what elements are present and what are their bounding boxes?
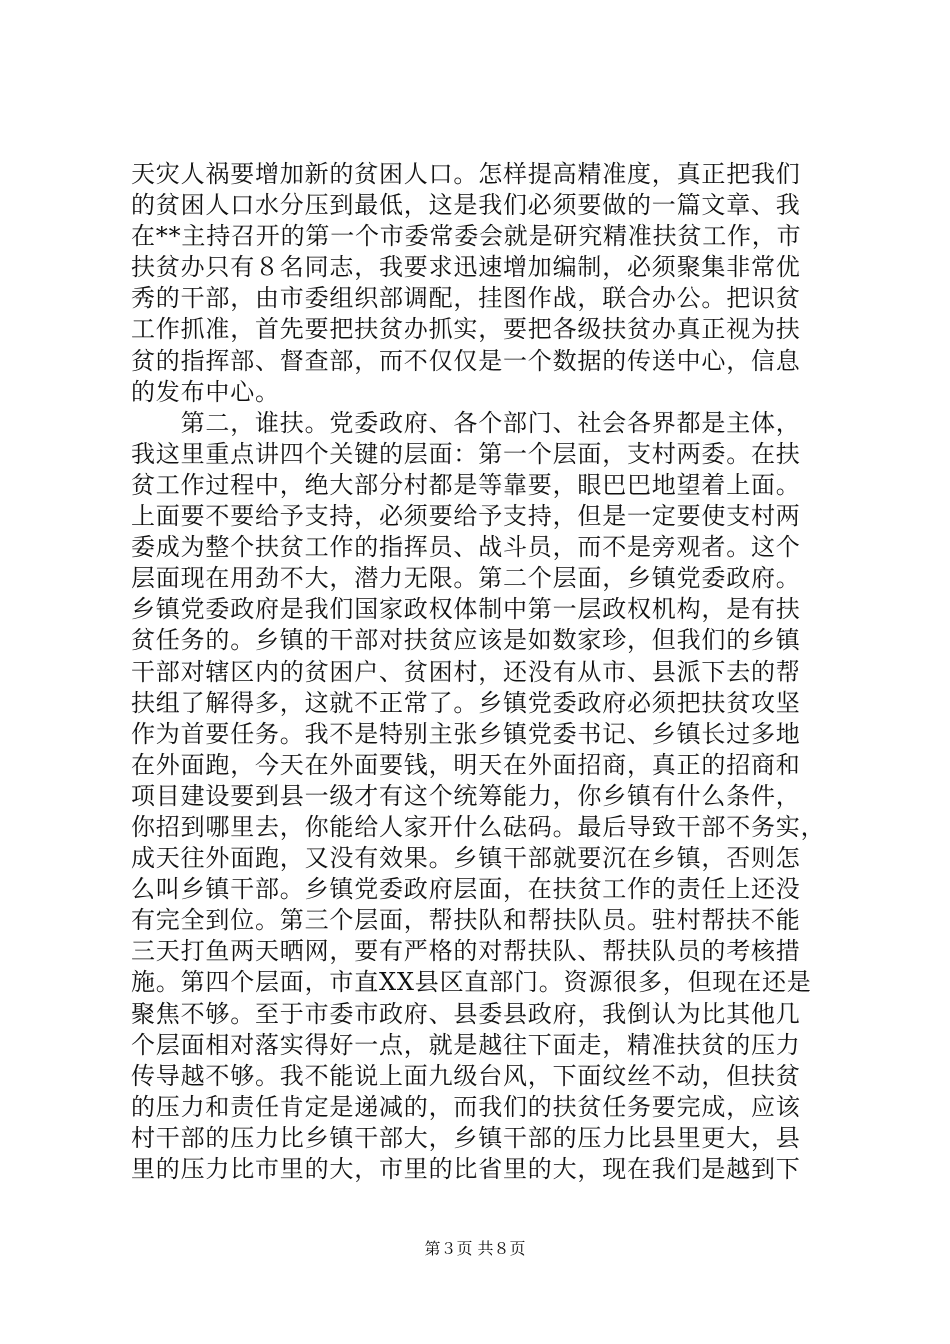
text-line: 在外面跑，今天在外面要钱，明天在外面招商，真正的招商和 [131, 750, 801, 779]
text-line: 扶组了解得多，这就不正常了。乡镇党委政府必须把扶贫攻坚 [131, 688, 801, 717]
text-line: 我这里重点讲四个关键的层面：第一个层面，支村两委。在扶 [131, 439, 801, 468]
body-text [131, 159, 831, 1185]
text-line: 贫任务的。乡镇的干部对扶贫应该是如数家珍，但我们的乡镇 [131, 626, 801, 655]
text-line: 你招到哪里去，你能给人家开什么砝码。最后导致干部不务实， [131, 812, 826, 841]
text-line: 传导越不够。我不能说上面九级台风，下面纹丝不动，但扶贫 [131, 1061, 801, 1090]
text-line: 施。第四个层面，市直XX县区直部门。资源很多，但现在还是 [131, 968, 812, 997]
text-line: 秀的干部，由市委组织部调配，挂图作战，联合办公。把识贫 [131, 284, 801, 313]
text-line: 三天打鱼两天晒网，要有严格的对帮扶队、帮扶队员的考核措 [131, 937, 801, 966]
text-line: 个层面相对落实得好一点，就是越往下面走，精准扶贫的压力 [131, 1030, 801, 1059]
text-line: 贫工作过程中，绝大部分村都是等靠要，眼巴巴地望着上面。 [131, 470, 801, 499]
text-line: 里的压力比市里的大，市里的比省里的大，现在我们是越到下 [131, 1155, 801, 1183]
text-line: 有完全到位。第三个层面，帮扶队和帮扶队员。驻村帮扶不能 [131, 906, 801, 935]
text-line: 作为首要任务。我不是特别主张乡镇党委书记、乡镇长过多地 [131, 719, 801, 748]
text-line: 层面现在用劲不大，潜力无限。第二个层面，乡镇党委政府。 [131, 564, 801, 593]
text-line: 第二，谁扶。党委政府、各个部门、社会各界都是主体， [131, 408, 801, 437]
text-line: 委成为整个扶贫工作的指挥员、战斗员，而不是旁观者。这个 [131, 533, 801, 562]
text-line: 村干部的压力比乡镇干部大，乡镇干部的压力比县里更大，县 [131, 1123, 801, 1152]
text-line: 的贫困人口水分压到最低，这是我们必须要做的一篇文章、我 [131, 191, 801, 220]
text-line: 贫的指挥部、督查部，而不仅仅是一个数据的传送中心，信息 [131, 346, 801, 375]
text-line: 成天往外面跑，又没有效果。乡镇干部就要沉在乡镇，否则怎 [131, 844, 801, 873]
text-line: 工作抓准，首先要把扶贫办抓实，要把各级扶贫办真正视为扶 [131, 315, 801, 344]
text-line: 乡镇党委政府是我们国家政权体制中第一层政权机构，是有扶 [131, 595, 801, 624]
text-line: 干部对辖区内的贫困户、贫困村，还没有从市、县派下去的帮 [131, 657, 801, 686]
page-footer [0, 1238, 950, 1260]
text-line: 的压力和责任肯定是递减的，而我们的扶贫任务要完成，应该 [131, 1092, 801, 1121]
text-line: 在**主持召开的第一个市委常委会就是研究精准扶贫工作，市 [131, 222, 802, 251]
text-line: 的发布中心。 [131, 377, 280, 406]
text-line: 天灾人祸要增加新的贫困人口。怎样提高精准度，真正把我们 [131, 160, 801, 188]
text-line: 项目建设要到县一级才有这个统筹能力，你乡镇有什么条件， [131, 781, 801, 810]
page-number: 第３页 共８页 [424, 1239, 526, 1258]
text-line: 上面要不要给予支持，必须要给予支持，但是一定要使支村两 [131, 502, 801, 531]
text-line: 么叫乡镇干部。乡镇党委政府层面，在扶贫工作的责任上还没 [131, 875, 801, 904]
text-line: 聚焦不够。至于市委市政府、县委县政府，我倒认为比其他几 [131, 999, 801, 1028]
text-line: 扶贫办只有８名同志，我要求迅速增加编制，必须聚集非常优 [131, 253, 801, 282]
